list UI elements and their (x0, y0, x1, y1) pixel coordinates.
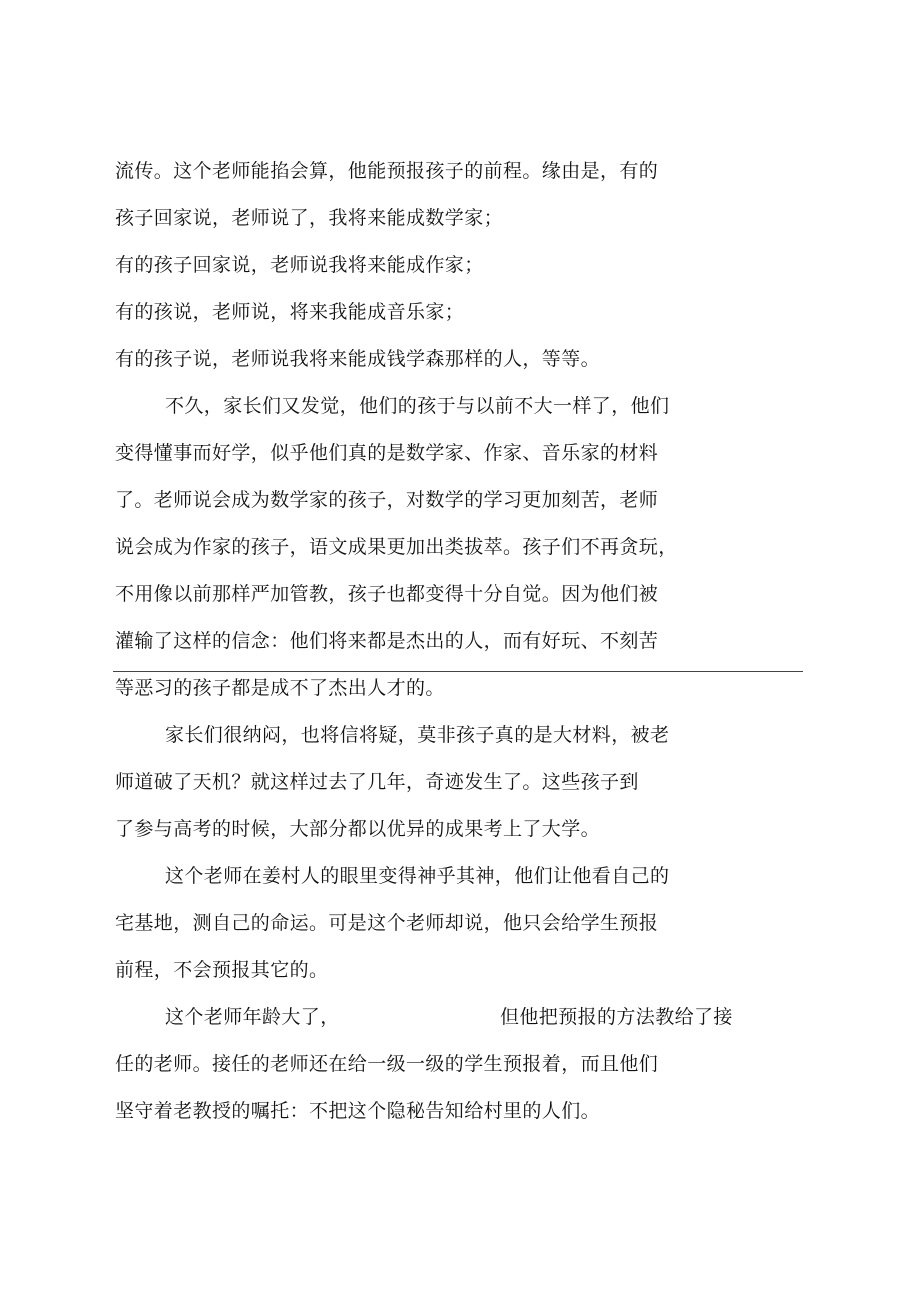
text-line-9: 说会成为作家的孩子，语文成果更加出类拔萃。孩子们不再贪玩， (115, 536, 678, 558)
text-line-19b: 但他把预报的方法教给了接 (500, 1006, 733, 1028)
text-line-11: 灌输了这样的信念：他们将来都是杰出的人，而有好玩、不刻苦 (115, 630, 659, 652)
text-line-14: 师道破了天机？就这样过去了几年，奇迹发生了。这些孩子到 (115, 771, 639, 793)
text-line-21: 坚守着老教授的嘱托：不把这个隐秘告知给村里的人们。 (115, 1100, 601, 1122)
text-line-19a: 这个老师年龄大了， (165, 1006, 340, 1028)
text-line-1: 流传。这个老师能掐会算，他能预报孩子的前程。缘由是，有的 (115, 160, 659, 182)
horizontal-divider (113, 671, 803, 672)
text-line-8: 了。老师说会成为数学家的孩子，对数学的学习更加刻苦，老师 (115, 489, 659, 511)
text-line-17: 宅基地，测自己的命运。可是这个老师却说，他只会给学生预报 (115, 912, 659, 934)
text-line-15: 了参与高考的时候，大部分都以优异的成果考上了大学。 (115, 818, 601, 840)
text-line-20: 任的老师。接任的老师还在给一级一级的学生预报着，而且他们 (115, 1053, 659, 1075)
text-line-12: 等恶习的孩子都是成不了杰出人才的。 (115, 677, 445, 699)
text-line-18: 前程，不会预报其它的。 (115, 959, 329, 981)
text-line-4: 有的孩说，老师说，将来我能成音乐家； (115, 301, 465, 323)
text-line-7: 变得懂事而好学，似乎他们真的是数学家、作家、音乐家的材料 (115, 442, 659, 464)
text-line-16: 这个老师在姜村人的眼里变得神乎其神，他们让他看自己的 (165, 865, 670, 887)
text-line-6: 不久，家长们又发觉，他们的孩于与以前不大一样了，他们 (165, 395, 670, 417)
text-line-13: 家长们很纳闷，也将信将疑，莫非孩子真的是大材料，被老 (165, 724, 670, 746)
text-line-2: 孩子回家说，老师说了，我将来能成数学家； (115, 207, 504, 229)
text-line-10: 不用像以前那样严加管教，孩子也都变得十分自觉。因为他们被 (115, 583, 659, 605)
text-line-3: 有的孩子回家说，老师说我将来能成作家； (115, 254, 484, 276)
text-line-5: 有的孩子说，老师说我将来能成钱学森那样的人，等等。 (115, 348, 601, 370)
